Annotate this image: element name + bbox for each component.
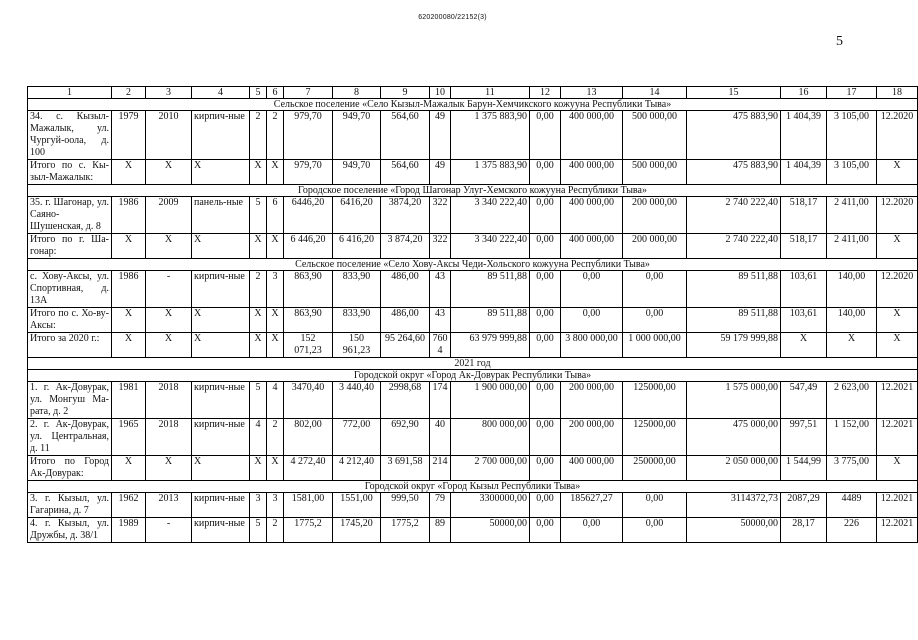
table-cell: 400 000,00: [561, 456, 623, 481]
table-cell: X: [192, 308, 250, 333]
table-cell: 3 800 000,00: [561, 333, 623, 358]
table-cell: 12.2020: [877, 197, 918, 234]
table-cell: 3874,20: [381, 197, 430, 234]
table-cell: 4 272,40: [284, 456, 333, 481]
table-cell: X: [877, 333, 918, 358]
table-row: [28, 518, 918, 543]
table-cell: 49: [430, 111, 451, 160]
table-cell: -: [146, 518, 192, 543]
table-cell: X: [877, 160, 918, 185]
table-cell: кирпич-ные: [192, 111, 250, 160]
table-cell: 475 000,00: [687, 419, 781, 456]
table-cell: 6416,20: [333, 197, 381, 234]
table-cell: 200 000,00: [623, 234, 687, 259]
table-row: [28, 382, 918, 419]
table-cell: 547,49: [781, 382, 827, 419]
table-cell: 6: [267, 197, 284, 234]
table-cell: 0,00: [530, 308, 561, 333]
section-heading-row: [28, 99, 918, 111]
table-cell: 772,00: [333, 419, 381, 456]
table-cell: 1965: [112, 419, 146, 456]
table-cell: 200 000,00: [623, 197, 687, 234]
table-cell: 214: [430, 456, 451, 481]
table-cell: 12.2021: [877, 382, 918, 419]
table-cell: 6 416,20: [333, 234, 381, 259]
table-cell: 0,00: [530, 271, 561, 308]
table-cell: 3 105,00: [827, 111, 877, 160]
table-cell: X: [250, 234, 267, 259]
table-cell: 125000,00: [623, 382, 687, 419]
column-number-header: 16: [781, 87, 827, 99]
table-cell: X: [267, 160, 284, 185]
table-cell: 400 000,00: [561, 111, 623, 160]
table-cell: 4 212,40: [333, 456, 381, 481]
table-cell: 322: [430, 197, 451, 234]
table-cell: X: [827, 333, 877, 358]
address-cell: 35. г. Шагонар, ул. Саяно-Шушенская, д. 8: [28, 197, 112, 234]
table-cell: 103,61: [781, 308, 827, 333]
table-cell: 1 375 883,90: [451, 160, 530, 185]
address-cell: Итого по с. Кы-зыл-Мажалык:: [28, 160, 112, 185]
section-heading-row: [28, 481, 918, 493]
table-cell: 185627,27: [561, 493, 623, 518]
section-heading: Сельское поселение «Село Кызыл-Мажалык Барун-Хемчикского кожууна Республики Тыва»: [28, 99, 918, 111]
table-cell: 174: [430, 382, 451, 419]
table-cell: 3470,40: [284, 382, 333, 419]
column-number-header: 5: [250, 87, 267, 99]
table-cell: 89: [430, 518, 451, 543]
section-heading-row: [28, 259, 918, 271]
table-cell: 150 961,23: [333, 333, 381, 358]
table-cell: 2 411,00: [827, 197, 877, 234]
address-cell: 3. г. Кызыл, ул. Гагарина, д. 7: [28, 493, 112, 518]
table-cell: 3 775,00: [827, 456, 877, 481]
table-cell: 3 440,40: [333, 382, 381, 419]
column-number-header: 11: [451, 87, 530, 99]
table-cell: 5: [250, 382, 267, 419]
table-cell: 200 000,00: [561, 382, 623, 419]
table-cell: 0,00: [623, 271, 687, 308]
table-cell: 1 000 000,00: [623, 333, 687, 358]
table-cell: 863,90: [284, 271, 333, 308]
table-cell: 486,00: [381, 271, 430, 308]
table-cell: 1962: [112, 493, 146, 518]
address-cell: Итого по Город Ак-Довурак:: [28, 456, 112, 481]
table-cell: 400 000,00: [561, 234, 623, 259]
table-cell: 949,70: [333, 111, 381, 160]
table-cell: 0,00: [530, 333, 561, 358]
address-cell: 1. г. Ак-Довурак, ул. Монгуш Ма-рата, д. 2: [28, 382, 112, 419]
table-cell: 140,00: [827, 308, 877, 333]
table-cell: 250000,00: [623, 456, 687, 481]
table-cell: 2: [267, 419, 284, 456]
table-cell: 564,60: [381, 111, 430, 160]
housing-register-table: [27, 86, 918, 543]
table-cell: 4489: [827, 493, 877, 518]
column-number-header: 14: [623, 87, 687, 99]
table-cell: 79: [430, 493, 451, 518]
table-cell: 0,00: [561, 271, 623, 308]
table-cell: X: [877, 308, 918, 333]
table-cell: 4: [267, 382, 284, 419]
table-cell: 760 4: [430, 333, 451, 358]
table-cell: 12.2020: [877, 111, 918, 160]
table-cell: X: [192, 234, 250, 259]
table-cell: 103,61: [781, 271, 827, 308]
table-cell: 833,90: [333, 308, 381, 333]
table-cell: 0,00: [623, 493, 687, 518]
table-cell: X: [146, 160, 192, 185]
column-number-header: 3: [146, 87, 192, 99]
table-cell: X: [112, 456, 146, 481]
table-cell: 2: [250, 271, 267, 308]
table-cell: 1551,00: [333, 493, 381, 518]
subtotal-row: [28, 234, 918, 259]
table-cell: 1981: [112, 382, 146, 419]
table-cell: 12.2021: [877, 419, 918, 456]
table-cell: 3: [267, 271, 284, 308]
table-cell: 0,00: [530, 382, 561, 419]
table-cell: X: [250, 333, 267, 358]
table-cell: 125000,00: [623, 419, 687, 456]
table-cell: 226: [827, 518, 877, 543]
table-cell: 2 050 000,00: [687, 456, 781, 481]
table-cell: кирпич-ные: [192, 382, 250, 419]
table-row: [28, 419, 918, 456]
table-cell: 475 883,90: [687, 160, 781, 185]
document-code: 620200080/22152(3): [418, 14, 487, 21]
address-cell: 2. г. Ак-Довурак, ул. Центральная, д. 11: [28, 419, 112, 456]
table-cell: 1979: [112, 111, 146, 160]
section-heading-row: [28, 370, 918, 382]
table-cell: 43: [430, 308, 451, 333]
table-cell: 500 000,00: [623, 160, 687, 185]
table-cell: 800 000,00: [451, 419, 530, 456]
table-cell: 475 883,90: [687, 111, 781, 160]
table-cell: 3: [267, 493, 284, 518]
table-cell: X: [112, 308, 146, 333]
table-cell: 59 179 999,88: [687, 333, 781, 358]
table-cell: 400 000,00: [561, 197, 623, 234]
table-cell: 3 105,00: [827, 160, 877, 185]
table-cell: X: [781, 333, 827, 358]
table-cell: 0,00: [530, 518, 561, 543]
table-cell: X: [267, 456, 284, 481]
table-cell: 12.2021: [877, 518, 918, 543]
table-cell: 5: [250, 518, 267, 543]
page-number: 5: [836, 34, 843, 49]
table-cell: 322: [430, 234, 451, 259]
table-cell: X: [146, 234, 192, 259]
table-cell: 2087,29: [781, 493, 827, 518]
table-cell: 1 152,00: [827, 419, 877, 456]
table-cell: 1986: [112, 197, 146, 234]
table-cell: X: [146, 456, 192, 481]
table-cell: 400 000,00: [561, 160, 623, 185]
column-number-header: 12: [530, 87, 561, 99]
column-number-header: 7: [284, 87, 333, 99]
column-number-header: 13: [561, 87, 623, 99]
table-cell: 63 979 999,88: [451, 333, 530, 358]
section-heading: 2021 год: [28, 358, 918, 370]
table-cell: 49: [430, 160, 451, 185]
table-cell: 2 623,00: [827, 382, 877, 419]
table-cell: 0,00: [561, 518, 623, 543]
table-cell: 1 375 883,90: [451, 111, 530, 160]
table-cell: 518,17: [781, 234, 827, 259]
table-cell: 979,70: [284, 160, 333, 185]
table-cell: 0,00: [530, 111, 561, 160]
table-cell: 802,00: [284, 419, 333, 456]
table-cell: X: [250, 160, 267, 185]
column-number-header: 10: [430, 87, 451, 99]
table-cell: 152 071,23: [284, 333, 333, 358]
table-cell: 0,00: [530, 234, 561, 259]
table-cell: 3: [250, 493, 267, 518]
table-cell: 1989: [112, 518, 146, 543]
table-cell: 3300000,00: [451, 493, 530, 518]
table-cell: 28,17: [781, 518, 827, 543]
table-cell: 4: [250, 419, 267, 456]
table-cell: 140,00: [827, 271, 877, 308]
table-row: [28, 493, 918, 518]
address-cell: 4. г. Кызыл, ул. Дружбы, д. 38/1: [28, 518, 112, 543]
table-cell: 89 511,88: [451, 271, 530, 308]
table-cell: X: [112, 234, 146, 259]
table-cell: X: [146, 333, 192, 358]
table-cell: 3 691,58: [381, 456, 430, 481]
table-cell: 564,60: [381, 160, 430, 185]
column-number-header: 9: [381, 87, 430, 99]
table-cell: 2 740 222,40: [687, 234, 781, 259]
column-number-header: 2: [112, 87, 146, 99]
table-cell: 1775,2: [381, 518, 430, 543]
column-number-header: 4: [192, 87, 250, 99]
table-cell: 0,00: [530, 160, 561, 185]
section-heading: Городское поселение «Город Шагонар Улуг-Хемского кожууна Республики Тыва»: [28, 185, 918, 197]
table-cell: 200 000,00: [561, 419, 623, 456]
table-cell: 0,00: [530, 456, 561, 481]
table-cell: 1 404,39: [781, 160, 827, 185]
column-number-header: 15: [687, 87, 781, 99]
subtotal-row: [28, 333, 918, 358]
section-heading-row: [28, 185, 918, 197]
table-cell: 2 740 222,40: [687, 197, 781, 234]
table-cell: 89 511,88: [687, 308, 781, 333]
table-cell: X: [112, 333, 146, 358]
table-cell: панель-ные: [192, 197, 250, 234]
table-cell: 0,00: [623, 308, 687, 333]
table-cell: 3 874,20: [381, 234, 430, 259]
table-cell: 0,00: [623, 518, 687, 543]
table-cell: 2013: [146, 493, 192, 518]
table-cell: 95 264,60: [381, 333, 430, 358]
table-cell: 2998,68: [381, 382, 430, 419]
table-cell: X: [267, 234, 284, 259]
section-heading-row: [28, 358, 918, 370]
table-header-row: [28, 87, 918, 99]
column-number-header: 8: [333, 87, 381, 99]
table-cell: 40: [430, 419, 451, 456]
table-cell: 0,00: [530, 197, 561, 234]
table-row: [28, 271, 918, 308]
table-cell: 1 544,99: [781, 456, 827, 481]
table-cell: 997,51: [781, 419, 827, 456]
table-cell: X: [192, 160, 250, 185]
address-cell: 34. с. Кызыл-Мажалык, ул. Чургуй-оола, д. 100: [28, 111, 112, 160]
subtotal-row: [28, 456, 918, 481]
column-number-header: 18: [877, 87, 918, 99]
table-cell: 486,00: [381, 308, 430, 333]
table-cell: 1 404,39: [781, 111, 827, 160]
address-cell: Итого по с. Хо-ву-Аксы:: [28, 308, 112, 333]
table-cell: 2018: [146, 419, 192, 456]
table-cell: 2 700 000,00: [451, 456, 530, 481]
table-cell: X: [267, 308, 284, 333]
table-cell: 979,70: [284, 111, 333, 160]
subtotal-row: [28, 308, 918, 333]
table-cell: X: [877, 456, 918, 481]
subtotal-row: [28, 160, 918, 185]
table-cell: 949,70: [333, 160, 381, 185]
table-cell: 1 575 000,00: [687, 382, 781, 419]
table-cell: 0,00: [561, 308, 623, 333]
address-cell: Итого по г. Ша-гонар:: [28, 234, 112, 259]
section-heading: Сельское поселение «Село Хову-Аксы Чеди-Хольского кожууна Республики Тыва»: [28, 259, 918, 271]
table-cell: 50000,00: [687, 518, 781, 543]
table-cell: 12.2020: [877, 271, 918, 308]
table-cell: 2: [250, 111, 267, 160]
table-cell: 2: [267, 518, 284, 543]
table-cell: 43: [430, 271, 451, 308]
table-cell: 1986: [112, 271, 146, 308]
table-cell: X: [250, 308, 267, 333]
table-cell: 3 340 222,40: [451, 197, 530, 234]
table-cell: 692,90: [381, 419, 430, 456]
table-cell: 3 340 222,40: [451, 234, 530, 259]
table-cell: 5: [250, 197, 267, 234]
table-cell: 0,00: [530, 419, 561, 456]
table-cell: 0,00: [530, 493, 561, 518]
table-cell: 6446,20: [284, 197, 333, 234]
address-cell: Итого за 2020 г.:: [28, 333, 112, 358]
table-cell: 6 446,20: [284, 234, 333, 259]
table-cell: X: [267, 333, 284, 358]
table-cell: 999,50: [381, 493, 430, 518]
table-cell: X: [250, 456, 267, 481]
table-cell: X: [112, 160, 146, 185]
table-cell: -: [146, 271, 192, 308]
table-cell: 12.2021: [877, 493, 918, 518]
table-cell: 518,17: [781, 197, 827, 234]
table-cell: 2010: [146, 111, 192, 160]
table-cell: 1745,20: [333, 518, 381, 543]
section-heading: Городской округ «Город Кызыл Республики Тыва»: [28, 481, 918, 493]
table-cell: 2 411,00: [827, 234, 877, 259]
table-cell: X: [877, 234, 918, 259]
column-number-header: 6: [267, 87, 284, 99]
table-cell: 833,90: [333, 271, 381, 308]
table-cell: 1 900 000,00: [451, 382, 530, 419]
table-cell: 50000,00: [451, 518, 530, 543]
table-cell: 89 511,88: [451, 308, 530, 333]
table-cell: X: [146, 308, 192, 333]
table-row: [28, 197, 918, 234]
table-cell: кирпич-ные: [192, 518, 250, 543]
section-heading: Городской округ «Город Ак-Довурак Республики Тыва»: [28, 370, 918, 382]
table-cell: 1581,00: [284, 493, 333, 518]
table-cell: 863,90: [284, 308, 333, 333]
address-cell: с. Хову-Аксы, ул. Спортивная, д. 13А: [28, 271, 112, 308]
table-cell: кирпич-ные: [192, 419, 250, 456]
table-cell: 3114372,73: [687, 493, 781, 518]
table-row: [28, 111, 918, 160]
table-cell: 89 511,88: [687, 271, 781, 308]
table-cell: 1775,2: [284, 518, 333, 543]
column-number-header: 1: [28, 87, 112, 99]
table-cell: 2: [267, 111, 284, 160]
table-cell: кирпич-ные: [192, 271, 250, 308]
table-cell: кирпич-ные: [192, 493, 250, 518]
table-cell: 2009: [146, 197, 192, 234]
column-number-header: 17: [827, 87, 877, 99]
table-cell: X: [192, 456, 250, 481]
table-cell: 2018: [146, 382, 192, 419]
table-cell: X: [192, 333, 250, 358]
table-cell: 500 000,00: [623, 111, 687, 160]
